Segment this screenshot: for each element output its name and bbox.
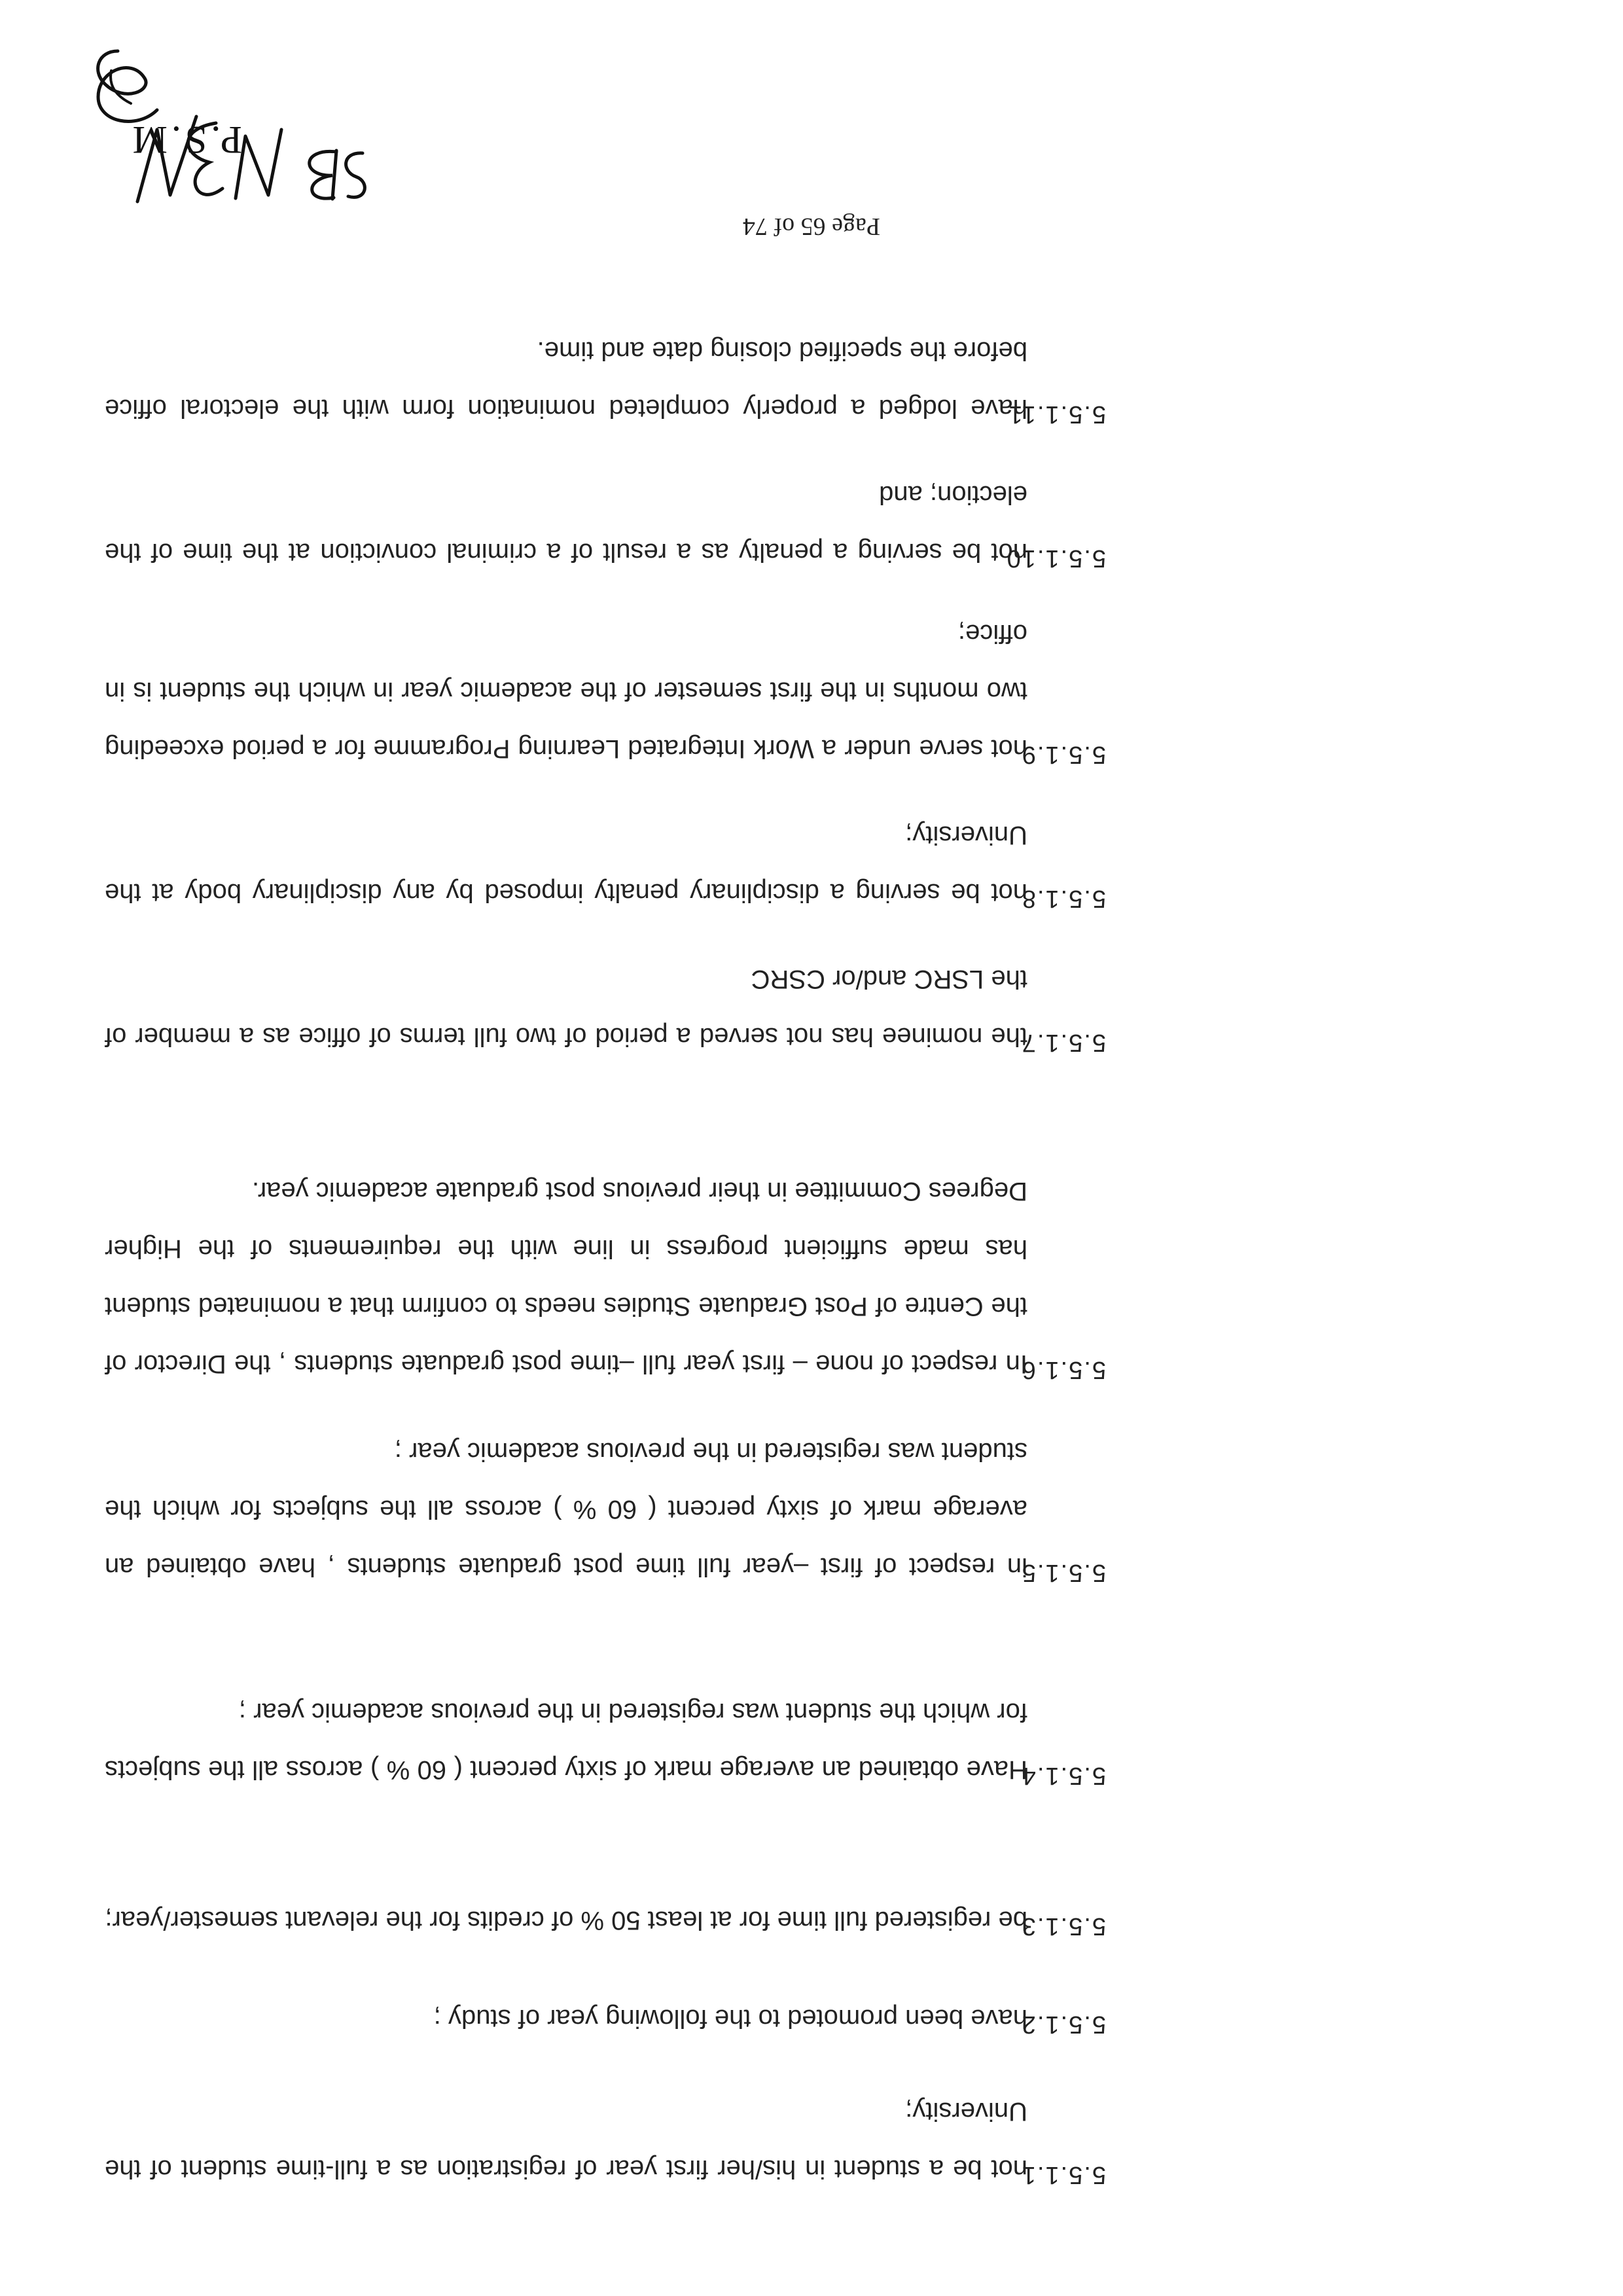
- clause-number: 5.5.1.3: [1020, 1912, 1106, 1940]
- initials-sb-signature: [288, 143, 380, 208]
- clause-text: not serve under a Work Integrated Learning Programme for a period exceeding two months in the first semester of the academic year in which the student is in office;: [105, 619, 1027, 763]
- clause-text: not be serving a disciplinary penalty imposed by any disciplinary body at the University;: [105, 821, 1027, 907]
- clause-number: 5.5.1.7: [1020, 1029, 1106, 1056]
- initials-psm: P.S.M: [128, 118, 242, 162]
- clause-number: 5.5.1.2: [1020, 2011, 1106, 2038]
- clause-text: in respect of first –year full time post graduate students , have obtained an average mark of sixty percent ( 60 % ) across all the subjects for which the student was registered in the previous academic year ;: [105, 1437, 1027, 1581]
- clause-number: 5.5.1.1: [1020, 2161, 1106, 2189]
- clause-text: have lodged a properly completed nomination form with the electoral office before the specified closing date and time.: [105, 336, 1027, 423]
- handwritten-signature: [79, 45, 294, 234]
- clause-text: In respect of none – first year full –time post graduate students , the Director of the Centre of Post Graduate Studies needs to confirm that a nominated student has made sufficient progress in line with the requirements of the Higher Degrees Committee in their previous post graduate academic year.: [105, 1177, 1027, 1378]
- clause-number: 5.5.1.8: [1020, 885, 1106, 912]
- clause-text: not be serving a penalty as a result of a criminal conviction at the time of the election; and: [105, 480, 1027, 567]
- clause-number: 5.5.1.9: [1020, 741, 1106, 768]
- clause-text: the nominee has not served a period of two full terms of office as a member of the LSRC and/or CSRC: [105, 965, 1027, 1051]
- clause-text: Have obtained an average mark of sixty percent ( 60 % ) across all the subjects for which the student was registered in the previous academic year ;: [105, 1698, 1027, 1784]
- clause-text: not be a student in his/her first year of registration as a full-time student of the University;: [105, 2097, 1027, 2183]
- clause-text: be registered full time for at least 50 % of credits for the relevant semester/year;: [105, 1906, 1027, 1935]
- clause-number: 5.5.1.6: [1020, 1356, 1106, 1384]
- page-number: Page 65 of 74: [742, 213, 881, 240]
- clause-number: 5.5.1.5: [1020, 1559, 1106, 1587]
- clause-number: 5.5.1.4: [1020, 1762, 1106, 1789]
- clause-text: have been promoted to the following year of study ;: [433, 2004, 1027, 2033]
- clause-number: 5.5.1.10: [1005, 545, 1106, 572]
- clause-number: 5.5.1.11: [1007, 401, 1106, 428]
